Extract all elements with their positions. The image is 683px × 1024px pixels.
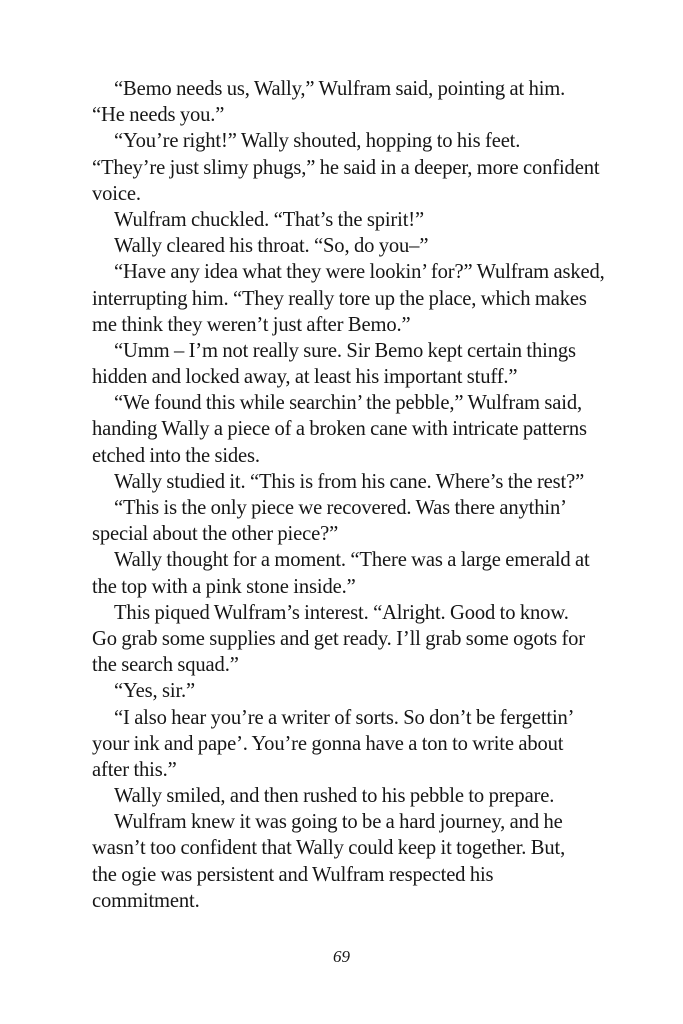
text-line: Wally cleared his throat. “So, do you–” <box>114 235 429 258</box>
text-line: “Yes, sir.” <box>114 680 195 703</box>
text-line: “He needs you.” <box>92 104 225 127</box>
text-line: etched into the sides. <box>92 444 260 467</box>
text-line: commitment. <box>92 889 200 912</box>
text-line: Wally thought for a moment. “There was a large emerald at <box>114 549 590 572</box>
text-line: “They’re just slimy phugs,” he said in a deeper, more confident <box>92 156 600 179</box>
text-line: “You’re right!” Wally shouted, hopping to his feet. <box>114 130 521 153</box>
text-line: “Bemo needs us, Wally,” Wulfram said, pointing at him. <box>114 78 566 100</box>
text-line: special about the other piece?” <box>92 523 339 546</box>
text-line: “Umm – I’m not really sure. Sir Bemo kept certain things <box>114 339 576 362</box>
text-line: Wulfram knew it was going to be a hard journey, and he <box>114 811 563 834</box>
text-line: voice. <box>92 182 141 205</box>
text-line: “I also hear you’re a writer of sorts. So don’t be fergettin’ <box>114 706 575 729</box>
text-line: your ink and pape’. You’re gonna have a ton to write about <box>92 732 564 755</box>
text-line: “We found this while searchin’ the pebble,” Wulfram said, <box>114 392 582 415</box>
text-line: wasn’t too confident that Wally could keep it together. But, <box>92 837 566 860</box>
text-line: the top with a pink stone inside.” <box>92 575 356 598</box>
text-line: Wally studied it. “This is from his cane. Where’s the rest?” <box>114 470 585 493</box>
text-line: “Have any idea what they were lookin’ for?” Wulfram asked, <box>114 261 605 284</box>
text-line: This piqued Wulfram’s interest. “Alright. Good to know. <box>114 601 569 624</box>
text-line: handing Wally a piece of a broken cane with intricate patterns <box>92 418 587 441</box>
text-line: Wulfram chuckled. “That’s the spirit!” <box>114 208 424 231</box>
text-line: me think they weren’t just after Bemo.” <box>92 313 411 336</box>
text-line: the search squad.” <box>92 654 239 677</box>
text-line: hidden and locked away, at least his important stuff.” <box>92 366 518 389</box>
text-line: after this.” <box>92 758 177 781</box>
text-line: interrupting him. “They really tore up the place, which makes <box>92 287 587 310</box>
text-line: Wally smiled, and then rushed to his pebble to prepare. <box>114 785 555 808</box>
body-text <box>92 76 652 914</box>
text-line: Go grab some supplies and get ready. I’ll grab some ogots for <box>92 627 586 650</box>
text-line: the ogie was persistent and Wulfram respected his <box>92 863 494 886</box>
page-number: 69 <box>333 947 350 966</box>
text-line: “This is the only piece we recovered. Was there anythin’ <box>114 497 567 519</box>
